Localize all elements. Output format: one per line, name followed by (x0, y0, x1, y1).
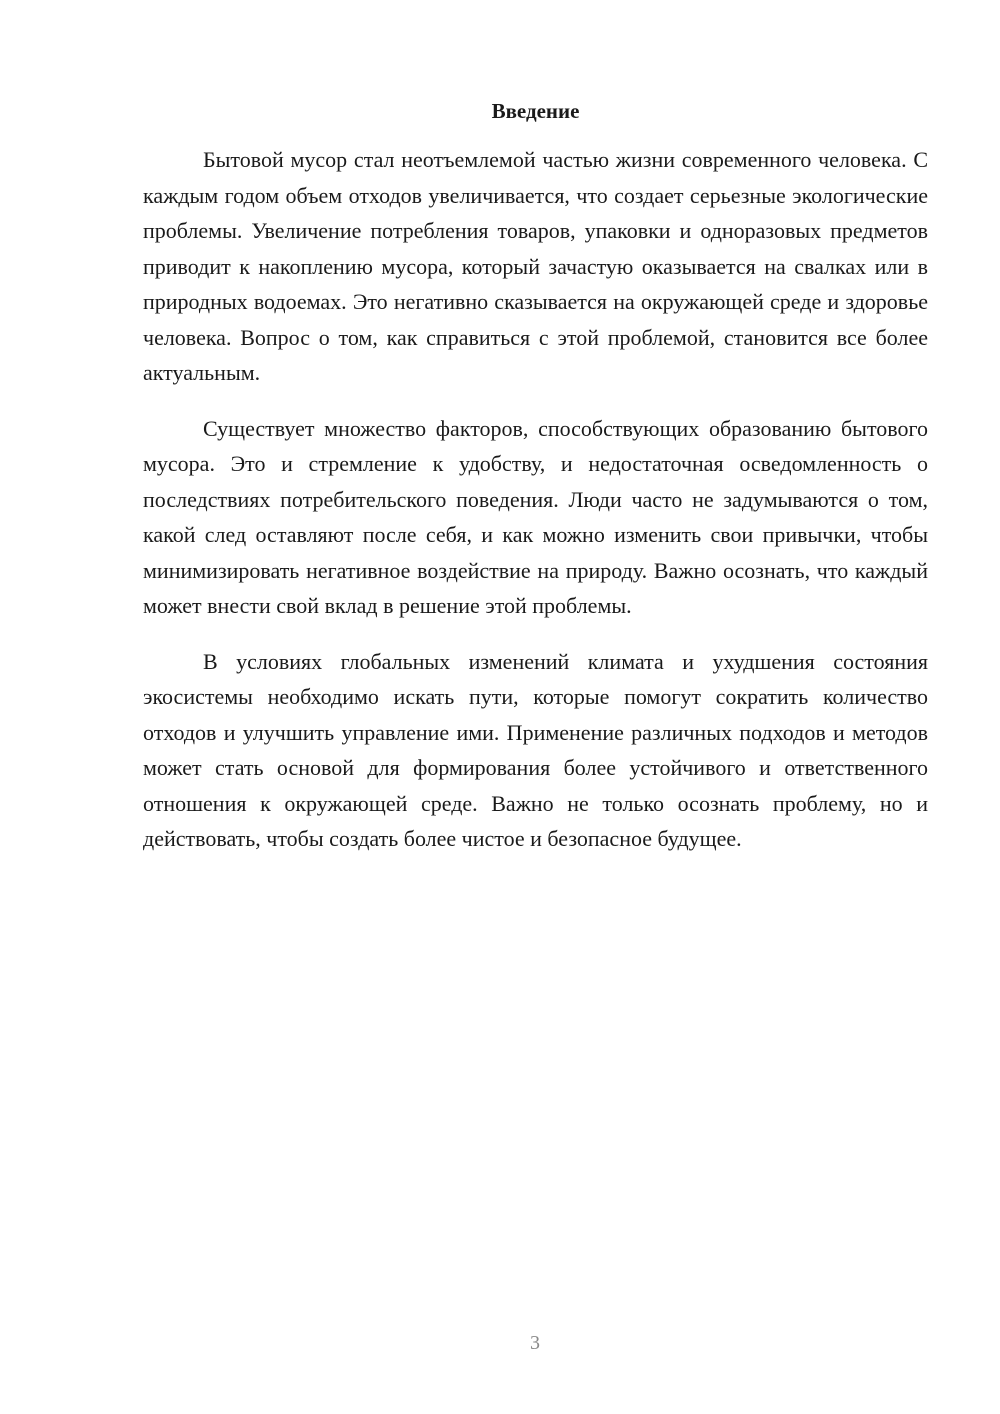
paragraph-3: В условиях глобальных изменений климата и ухудшения состояния экосистемы необходимо искать пути, которые помогут сократить количество отходов и улучшить управление ими. Применение различных подходов и методов может стать основой для формирования более устойчивого и ответственного отношения к окружающей среде. Важно не только осознать проблему, но и действовать, чтобы создать более чистое и безопасное будущее. (143, 648, 928, 851)
paragraph-1: Бытовой мусор стал неотъемлемой частью жизни современного человека. С каждым годом объем отходов увеличивается, что создает серьезные экологические проблемы. Увеличение потребления товаров, упаковки и одноразовых предметов приводит к накоплению мусора, который зачастую оказывается на свалках или в природных водоемах. Это негативно сказывается на окружающей среде и здоровье человека. Вопрос о том, как справиться с этой проблемой, становится все более актуальным. (143, 147, 928, 385)
page-number: 3 (530, 1332, 540, 1354)
section-heading: Введение (491, 99, 580, 123)
paragraph-2: Существует множество факторов, способствующих образованию бытового мусора. Это и стремление к удобству, и недостаточная осведомленность о последствиях потребительского поведения. Люди часто не задумываются о том, какой след оставляют после себя, и как можно изменить свои привычки, чтобы минимизировать негативное воздействие на природу. Важно осознать, что каждый может внести свой вклад в решение этой проблемы. (143, 415, 928, 618)
body-text (143, 142, 928, 877)
